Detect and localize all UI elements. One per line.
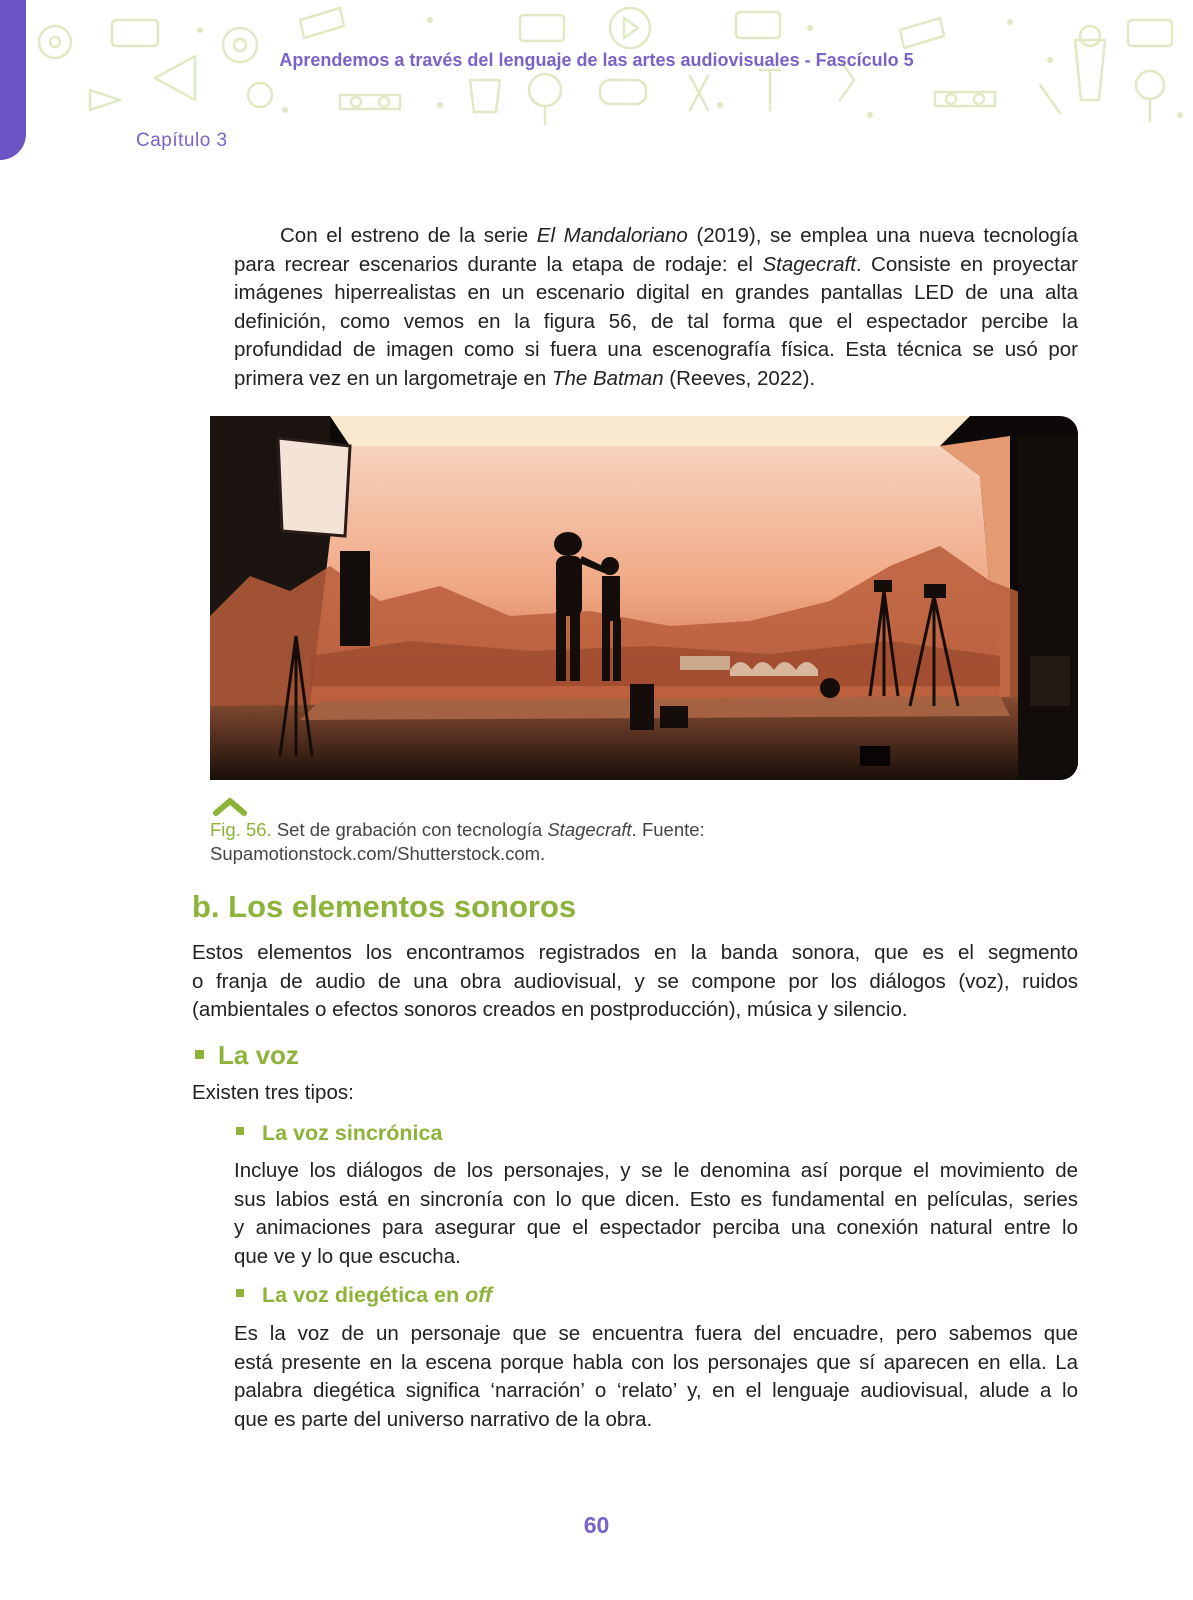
section-heading: b. Los elementos sonoros bbox=[192, 889, 577, 924]
text-line: imágenes hiperrealistas en un escenario digital en grandes pantallas LED de una alta bbox=[234, 281, 1078, 304]
sonoros-paragraph bbox=[192, 939, 1078, 1025]
text-line: para recrear escenarios durante la etapa de rodaje: el Stagecraft. Consiste en proyectar bbox=[234, 252, 1078, 276]
chevron-up-icon bbox=[212, 795, 248, 817]
subsection-heading: La voz bbox=[195, 1040, 299, 1071]
text-line: primera vez en un largometraje en The Batman (Reeves, 2022). bbox=[234, 366, 816, 390]
text-line: profundidad de imagen como si fuera una escenografía física. Esta técnica se usó por bbox=[234, 338, 1078, 361]
square-bullet-icon bbox=[195, 1050, 204, 1059]
figure-source: Supamotionstock.com/Shutterstock.com. bbox=[210, 843, 546, 864]
text-line: está presente en la escena porque habla con los personajes que sí aparecen en ella. La bbox=[234, 1350, 1078, 1374]
text-line: que ve y lo que escucha. bbox=[234, 1244, 461, 1268]
text-line: sus labios está en sincronía con lo que dicen. Esto es fundamental en películas, series bbox=[234, 1187, 1078, 1211]
stagecraft-set-photo bbox=[210, 416, 1078, 780]
text-line: y animaciones para asegurar que el espectador perciba una conexión natural entre lo bbox=[234, 1216, 1078, 1239]
chapter-color-tab bbox=[0, 0, 26, 160]
text-line: Es la voz de un personaje que se encuentra fuera del encuadre, pero sabemos que bbox=[234, 1322, 1078, 1345]
page-number: 60 bbox=[583, 1512, 610, 1538]
text-line: o franja de audio de una obra audiovisual, y se compone por los diálogos (voz), ruidos bbox=[192, 969, 1078, 993]
text-line: (ambientales o efectos sonoros creados en postproducción), música y silencio. bbox=[192, 998, 908, 1021]
voz-diegetica-paragraph bbox=[234, 1320, 1078, 1434]
text-line: palabra diegética significa ‘narración’ o ‘relato’ y, en el lenguaje audiovisual, alude a lo bbox=[234, 1379, 1078, 1402]
text-line: Con el estreno de la serie El Mandaloriano (2019), se emplea una nueva tecnología bbox=[280, 224, 1078, 247]
figure-caption: Fig. 56. Set de grabación con tecnología Stagecraft. Fuente: Supamotionstock.com/Shutterstock.com. bbox=[210, 819, 705, 864]
text-line: definición, como vemos en la figura 56, de tal forma que el espectador percibe la bbox=[234, 309, 1078, 333]
figure-label: Fig. 56. bbox=[210, 819, 272, 840]
square-bullet-icon bbox=[236, 1127, 244, 1135]
voz-sincronica-paragraph bbox=[234, 1157, 1078, 1271]
text-line: que es parte del universo narrativo de la obra. bbox=[234, 1407, 653, 1431]
voz-diegetica-heading: La voz diegética en off bbox=[236, 1283, 492, 1308]
running-title: Aprendemos a través del lenguaje de las artes audiovisuales - Fascículo 5 bbox=[279, 50, 914, 70]
intro-paragraph bbox=[234, 222, 1078, 393]
text-line: Incluye los diálogos de los personajes, y se le denomina así porque el movimiento de bbox=[234, 1159, 1078, 1182]
chapter-label: Capítulo 3 bbox=[136, 130, 228, 151]
types-intro: Existen tres tipos: bbox=[192, 1081, 354, 1104]
text-line: Estos elementos los encontramos registrados en la banda sonora, que es el segmento bbox=[192, 941, 1078, 964]
square-bullet-icon bbox=[236, 1289, 244, 1297]
voz-sincronica-heading: La voz sincrónica bbox=[236, 1121, 442, 1146]
